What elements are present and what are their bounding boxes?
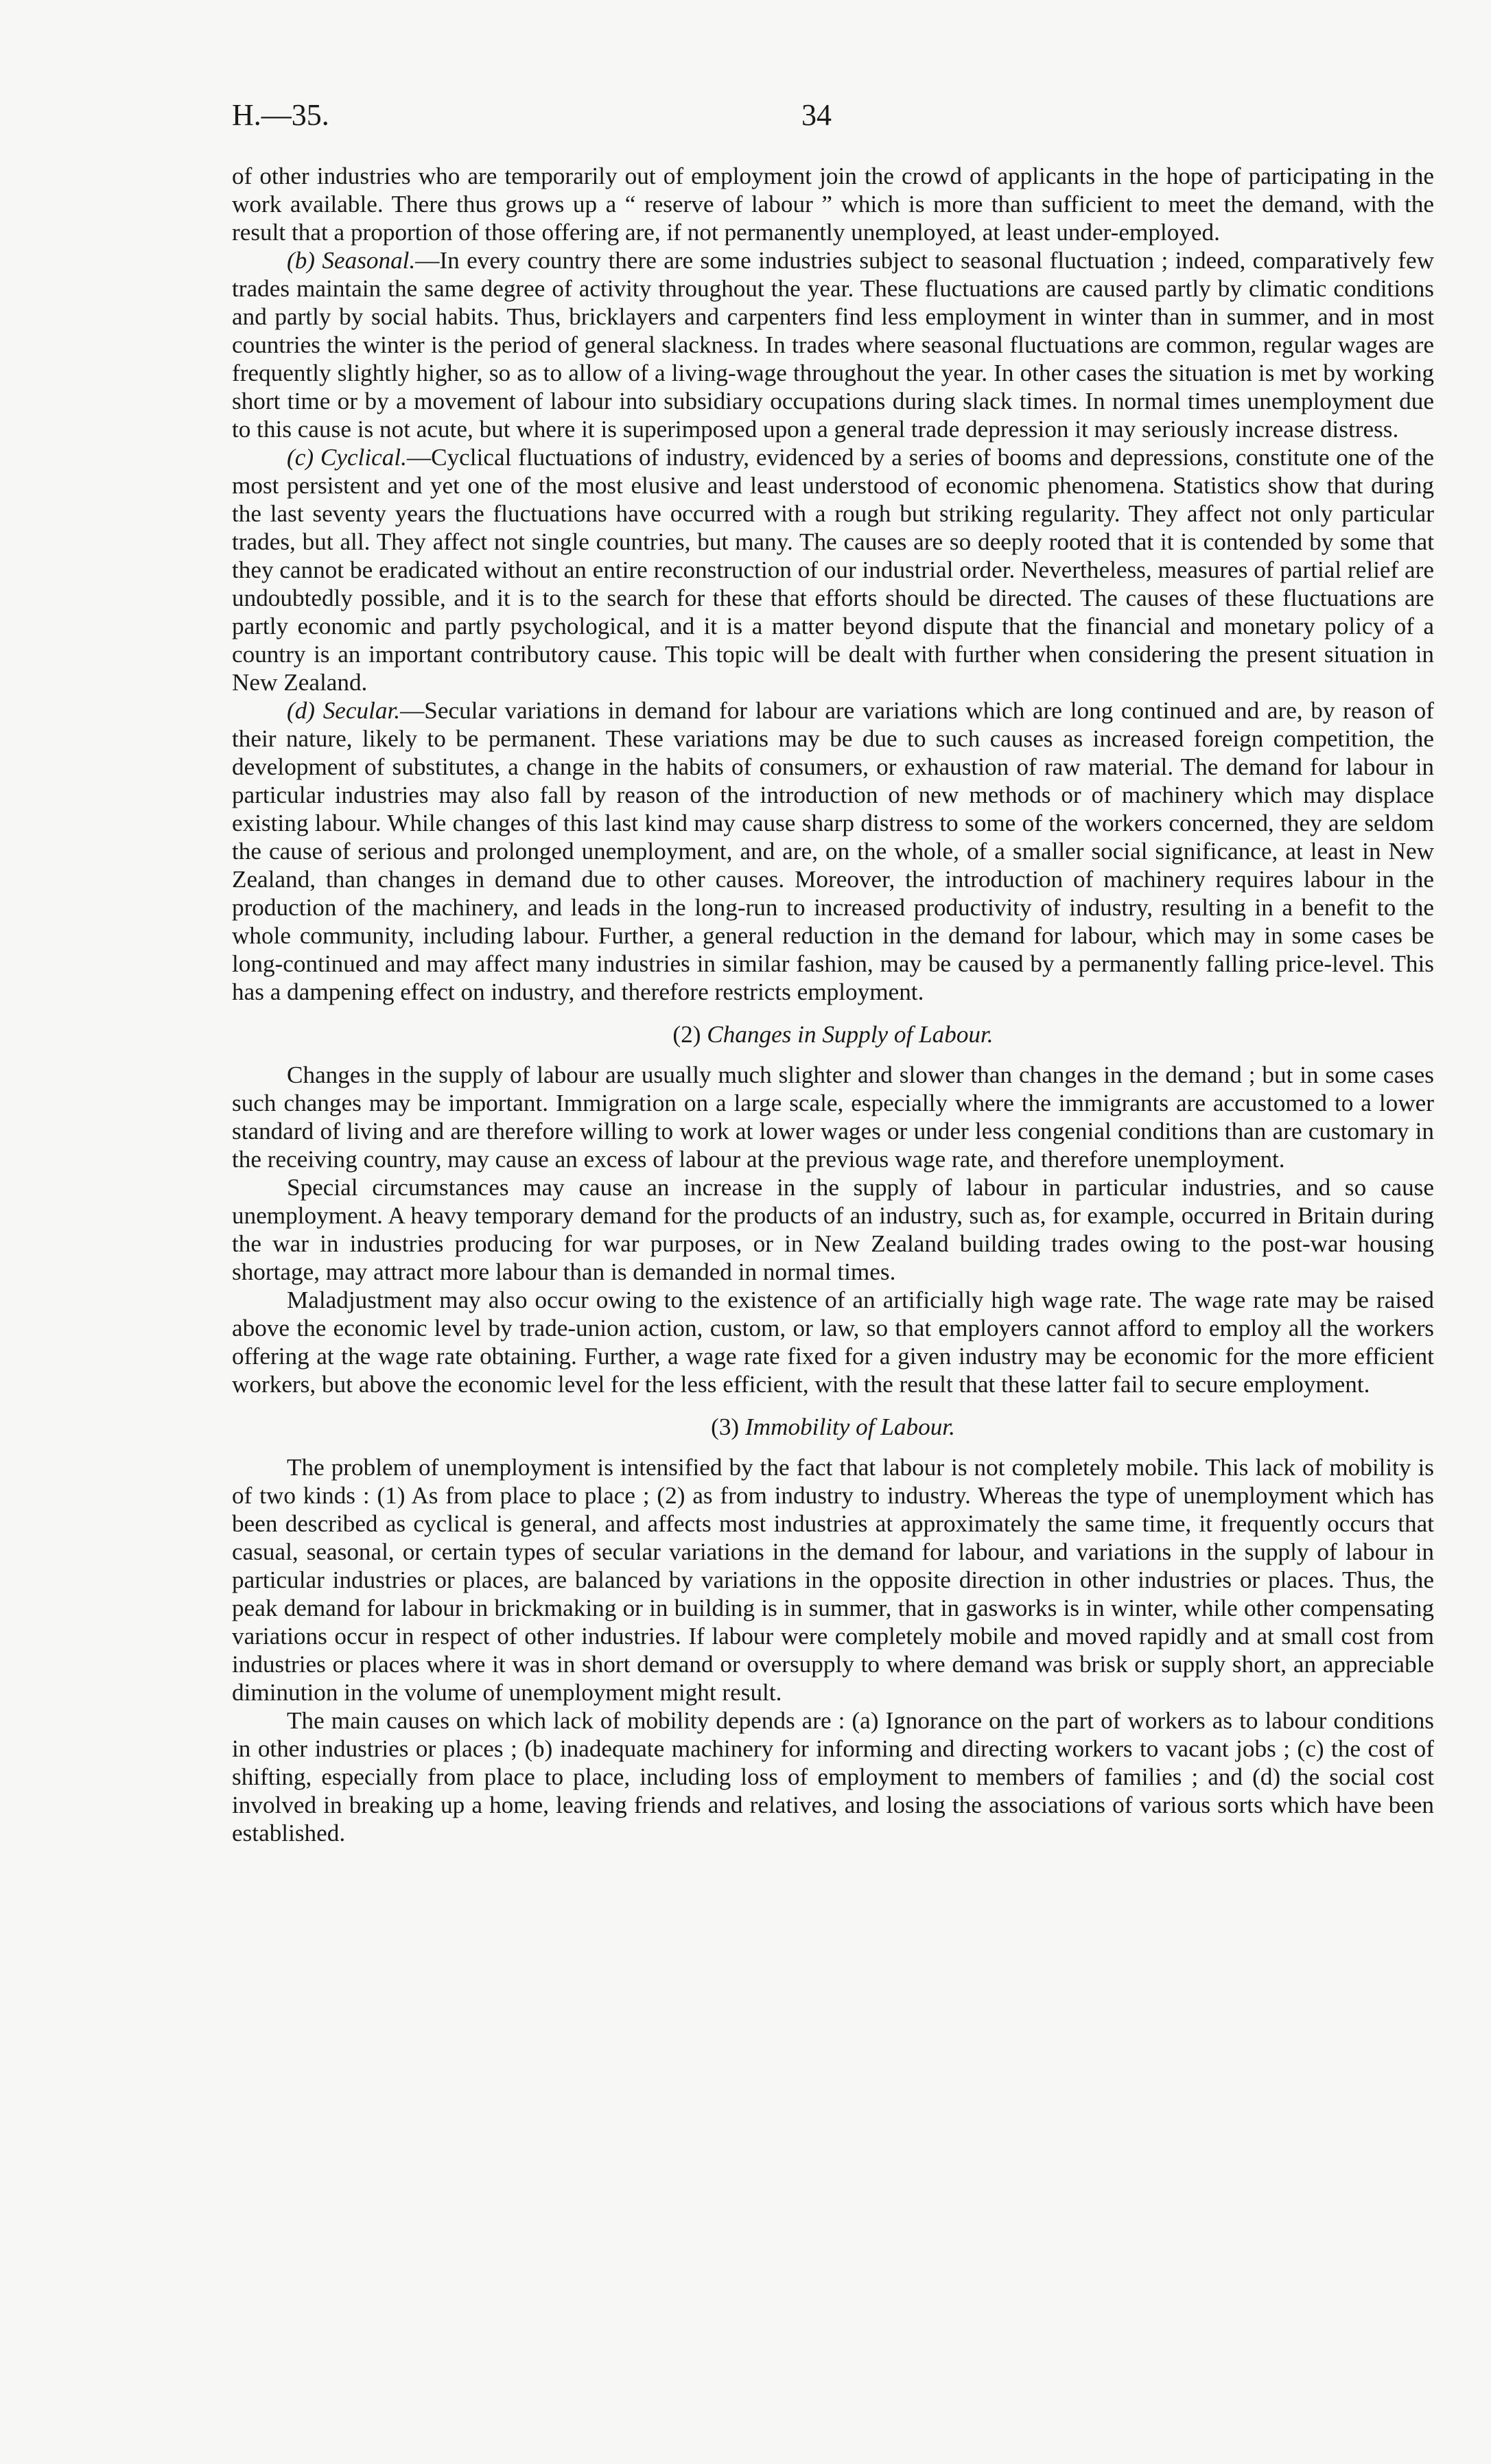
page-number: 34 (801, 98, 832, 132)
cyclical-label: (c) Cyclical. (287, 444, 407, 471)
paragraph-cyclical (232, 443, 1434, 696)
paragraph: Changes in the supply of labour are usually much slighter and slower than changes in the demand ; but in some cases such changes may be important. Immigration on a large scale, especially where the immigrants are accustomed to a lower standard of living and are therefore willing to work at lower wages or under less congenial conditions than are customary in the receiving country, may cause an excess of labour at the previous wage rate, and therefore unemployment. (232, 1061, 1434, 1173)
secular-text: —Secular variations in demand for labour are variations which are long continued and are, by reason of their nature, likely to be permanent. These variations may be due to such causes as increased foreign competition, the development of substitutes, a change in the habits of consumers, or exhaustion of raw material. The demand for labour in particular industries may also fall by reason of the introduction of new methods or of machinery which may displace existing labour. While changes of this last kind may cause sharp distress to some of the workers concerned, they are seldom the cause of serious and prolonged unemployment, and are, on the whole, of a smaller social significance, at least in New Zealand, than changes in demand due to other causes. Moreover, the introduction of machinery requires labour in the production of the machinery, and leads in the long-run to increased productivity of industry, resulting in a benefit to the whole community, including labour. Further, a general reduction in the demand for labour, which may in some cases be long-continued and may affect many industries in similar fashion, may be caused by a permanently falling price-level. This has a dampening effect on industry, and therefore restricts employment. (232, 697, 1434, 1005)
paragraph: Special circumstances may cause an increase in the supply of labour in particular industries, and so cause unemployment. A heavy temporary demand for the products of an industry, such as, for example, occurred in Britain during the war in industries producing for war purposes, or in New Zealand building trades owing to the post-war housing shortage, may attract more labour than is demanded in normal times. (232, 1174, 1434, 1285)
section-title: Immobility of Labour. (744, 1413, 955, 1440)
section-title: Changes in Supply of Labour. (707, 1021, 994, 1048)
section-number: (2) (672, 1021, 701, 1048)
section-number: (3) (711, 1413, 740, 1440)
section-heading-supply (232, 1020, 1434, 1048)
page-header (232, 97, 1433, 139)
paragraph-secular (232, 696, 1434, 1006)
paragraph: Maladjustment may also occur owing to the existence of an artificially high wage rate. The wage rate may be raised above the economic level by trade-union action, custom, or law, so that employers cannot afford to employ all the workers offering at the wage rate obtaining. Further, a wage rate fixed for a given industry may be economic for the more efficient workers, but above the economic level for the less efficient, with the result that these latter fail to secure employment. (232, 1287, 1434, 1398)
seasonal-label: (b) Seasonal. (287, 247, 416, 274)
secular-label: (d) Secular. (287, 697, 401, 724)
cyclical-text: —Cyclical fluctuations of industry, evidenced by a series of booms and depressions, constitute one of the most persistent and yet one of the most elusive and least understood of economic phenomena. Statistics show that during the last seventy years the fluctuations have occurred with a rough but striking regularity. They affect not only particular trades, but all. They affect not single countries, but many. The causes are so deeply rooted that it is contended by some that they cannot be eradicated without an entire reconstruction of our industrial order. Nevertheless, measures of partial relief are undoubtedly possible, and it is to the search for these that efforts should be directed. The causes of these fluctuations are partly economic and partly psychological, and it is a matter beyond dispute that the financial and monetary policy of a country is an important contributory cause. This topic will be dealt with further when considering the present situation in New Zealand. (232, 444, 1434, 696)
seasonal-text: —In every country there are some industries subject to seasonal fluctuation ; indeed, comparatively few trades maintain the same degree of activity throughout the year. These fluctuations are caused partly by climatic conditions and partly by social habits. Thus, bricklayers and carpenters find less employment in winter than in summer, and in most countries the winter is the period of general slackness. In trades where seasonal fluctuations are common, regular wages are frequently slightly higher, so as to allow of a living-wage throughout the year. In other cases the situation is met by working short time or by a movement of labour into subsidiary occupations during slack times. In normal times unemployment due to this cause is not acute, but where it is superimposed upon a general trade depression it may seriously increase distress. (232, 247, 1434, 443)
paragraph: The problem of unemployment is intensified by the fact that labour is not completely mobile. This lack of mobility is of two kinds : (1) As from place to place ; (2) as from industry to industry. Whereas the type of unemployment which has been described as cyclical is general, and affects most industries at approximately the same time, it frequently occurs that casual, seasonal, or certain types of secular variations in the demand for labour, and variations in the supply of labour in particular industries or places, are balanced by variations in the opposite direction in other industries or places. Thus, the peak demand for labour in brickmaking or in building is in summer, that in gasworks is in winter, while other compensating variations occur in respect of other industries. If labour were completely mobile and moved rapidly and at small cost from industries or places where it was in short demand or oversupply to where demand was brisk or supply short, an appreciable diminution in the volume of unemployment might result. (232, 1454, 1434, 1706)
paragraph: The main causes on which lack of mobility depends are : (a) Ignorance on the part of workers as to labour conditions in other industries or places ; (b) inadequate machinery for informing and directing workers to vacant jobs ; (c) the cost of shifting, especially from place to place, including loss of employment to members of families ; and (d) the social cost involved in breaking up a home, leaving friends and relatives, and losing the associations of various sorts which have been established. (232, 1707, 1434, 1846)
paragraph-continuation: of other industries who are temporarily out of employment join the crowd of applicants in the hope of participating in the work available. There thus grows up a “ reserve of labour ” which is more than sufficient to meet the demand, with the result that a proportion of those offering are, if not permanently unemployed, at least under-employed. (232, 163, 1434, 246)
page-body (232, 162, 1434, 1847)
paragraph-seasonal (232, 246, 1434, 443)
document-reference: H.—35. (232, 98, 329, 132)
section-heading-immobility (232, 1413, 1434, 1441)
